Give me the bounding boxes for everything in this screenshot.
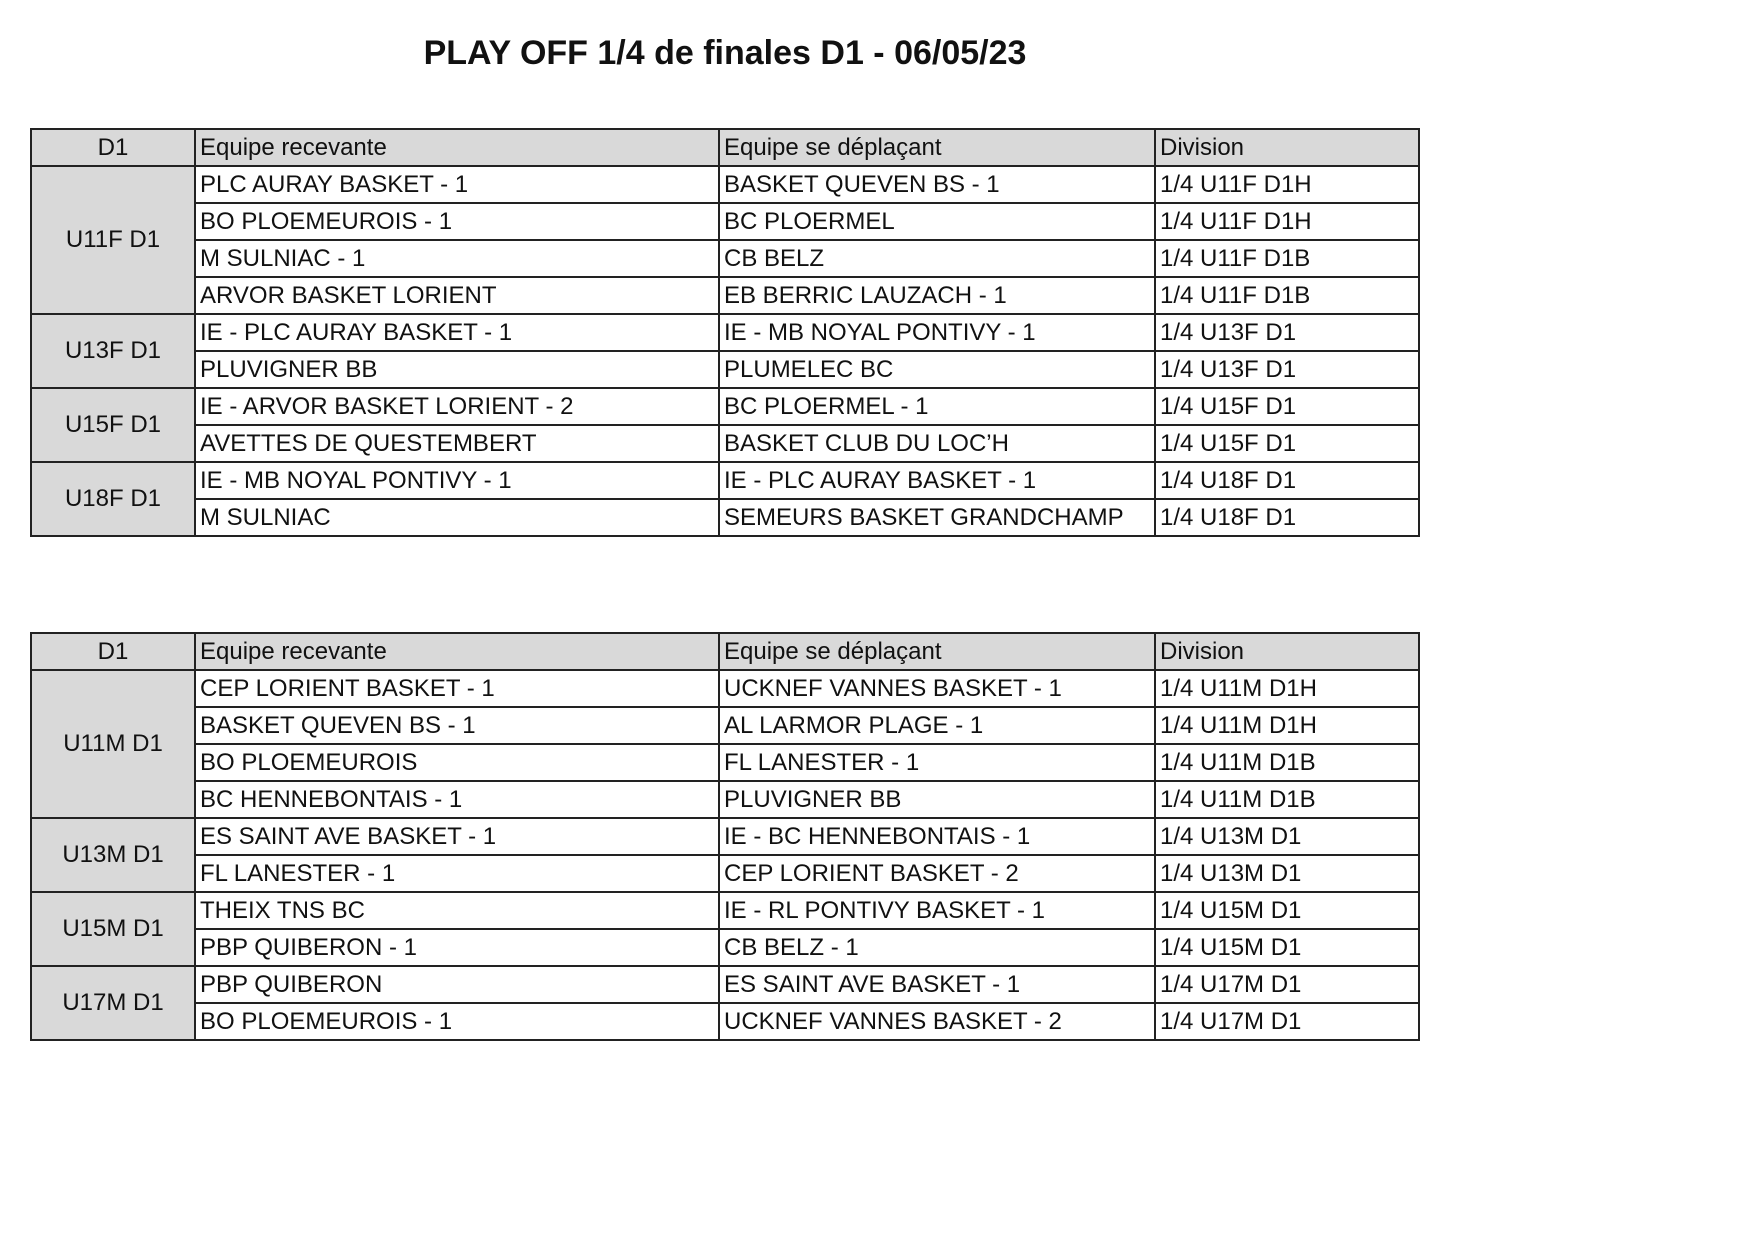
division-header: Division [1155, 633, 1419, 670]
home-team-cell: BASKET QUEVEN BS - 1 [195, 707, 719, 744]
home-team-cell: BO PLOEMEUROIS - 1 [195, 203, 719, 240]
division-cell: 1/4 U13M D1 [1155, 855, 1419, 892]
away-team-cell: AL LARMOR PLAGE - 1 [719, 707, 1155, 744]
table-row [31, 425, 1419, 462]
division-cell: 1/4 U11F D1H [1155, 203, 1419, 240]
home-team-cell: ARVOR BASKET LORIENT [195, 277, 719, 314]
division-cell: 1/4 U11M D1B [1155, 781, 1419, 818]
table-row [31, 166, 1419, 203]
table-row [31, 892, 1419, 929]
schedule-table-boys [30, 632, 1420, 1041]
table-row [31, 351, 1419, 388]
home-team-cell: PBP QUIBERON [195, 966, 719, 1003]
division-cell: 1/4 U13F D1 [1155, 314, 1419, 351]
home-team-cell: ES SAINT AVE BASKET - 1 [195, 818, 719, 855]
home-team-header: Equipe recevante [195, 633, 719, 670]
home-team-cell: PBP QUIBERON - 1 [195, 929, 719, 966]
table-row [31, 240, 1419, 277]
away-team-cell: CB BELZ [719, 240, 1155, 277]
category-cell: U13F D1 [31, 314, 195, 388]
home-team-cell: AVETTES DE QUESTEMBERT [195, 425, 719, 462]
division-cell: 1/4 U18F D1 [1155, 499, 1419, 536]
category-cell: U15F D1 [31, 388, 195, 462]
category-cell: U13M D1 [31, 818, 195, 892]
division-cell: 1/4 U15M D1 [1155, 892, 1419, 929]
category-header: D1 [31, 129, 195, 166]
away-team-cell: BC PLOERMEL - 1 [719, 388, 1155, 425]
away-team-cell: UCKNEF VANNES BASKET - 1 [719, 670, 1155, 707]
away-team-cell: ES SAINT AVE BASKET - 1 [719, 966, 1155, 1003]
away-team-header: Equipe se déplaçant [719, 129, 1155, 166]
home-team-cell: IE - ARVOR BASKET LORIENT - 2 [195, 388, 719, 425]
table-row [31, 462, 1419, 499]
away-team-cell: IE - RL PONTIVY BASKET - 1 [719, 892, 1155, 929]
away-team-cell: BASKET QUEVEN BS - 1 [719, 166, 1155, 203]
table-row [31, 314, 1419, 351]
home-team-cell: PLC AURAY BASKET - 1 [195, 166, 719, 203]
division-cell: 1/4 U17M D1 [1155, 1003, 1419, 1040]
division-cell: 1/4 U13F D1 [1155, 351, 1419, 388]
away-team-cell: EB BERRIC LAUZACH - 1 [719, 277, 1155, 314]
division-cell: 1/4 U13M D1 [1155, 818, 1419, 855]
table-row [31, 203, 1419, 240]
division-cell: 1/4 U17M D1 [1155, 966, 1419, 1003]
division-cell: 1/4 U11F D1H [1155, 166, 1419, 203]
away-team-cell: PLUMELEC BC [719, 351, 1155, 388]
away-team-header: Equipe se déplaçant [719, 633, 1155, 670]
division-cell: 1/4 U11F D1B [1155, 277, 1419, 314]
schedule-table-girls [30, 128, 1420, 537]
away-team-cell: IE - BC HENNEBONTAIS - 1 [719, 818, 1155, 855]
category-cell: U15M D1 [31, 892, 195, 966]
division-cell: 1/4 U15F D1 [1155, 388, 1419, 425]
division-cell: 1/4 U15F D1 [1155, 425, 1419, 462]
away-team-cell: SEMEURS BASKET GRANDCHAMP [719, 499, 1155, 536]
category-cell: U17M D1 [31, 966, 195, 1040]
home-team-cell: BC HENNEBONTAIS - 1 [195, 781, 719, 818]
category-cell: U18F D1 [31, 462, 195, 536]
away-team-cell: BC PLOERMEL [719, 203, 1155, 240]
table-row [31, 781, 1419, 818]
table-row [31, 670, 1419, 707]
header-row [31, 633, 1419, 670]
home-team-header: Equipe recevante [195, 129, 719, 166]
away-team-cell: CEP LORIENT BASKET - 2 [719, 855, 1155, 892]
page-title: PLAY OFF 1/4 de finales D1 - 06/05/23 [423, 34, 1027, 72]
division-cell: 1/4 U11M D1B [1155, 744, 1419, 781]
away-team-cell: PLUVIGNER BB [719, 781, 1155, 818]
home-team-cell: M SULNIAC - 1 [195, 240, 719, 277]
division-cell: 1/4 U11F D1B [1155, 240, 1419, 277]
home-team-cell: CEP LORIENT BASKET - 1 [195, 670, 719, 707]
table-row [31, 499, 1419, 536]
away-team-cell: CB BELZ - 1 [719, 929, 1155, 966]
home-team-cell: FL LANESTER - 1 [195, 855, 719, 892]
home-team-cell: PLUVIGNER BB [195, 351, 719, 388]
division-cell: 1/4 U15M D1 [1155, 929, 1419, 966]
division-cell: 1/4 U18F D1 [1155, 462, 1419, 499]
away-team-cell: IE - MB NOYAL PONTIVY - 1 [719, 314, 1155, 351]
division-cell: 1/4 U11M D1H [1155, 670, 1419, 707]
table-row [31, 855, 1419, 892]
table-row [31, 929, 1419, 966]
table-row [31, 277, 1419, 314]
category-cell: U11F D1 [31, 166, 195, 314]
home-team-cell: IE - MB NOYAL PONTIVY - 1 [195, 462, 719, 499]
table-row [31, 1003, 1419, 1040]
table-row [31, 707, 1419, 744]
away-team-cell: UCKNEF VANNES BASKET - 2 [719, 1003, 1155, 1040]
division-cell: 1/4 U11M D1H [1155, 707, 1419, 744]
home-team-cell: IE - PLC AURAY BASKET - 1 [195, 314, 719, 351]
table-row [31, 966, 1419, 1003]
table-row [31, 388, 1419, 425]
home-team-cell: M SULNIAC [195, 499, 719, 536]
away-team-cell: FL LANESTER - 1 [719, 744, 1155, 781]
away-team-cell: IE - PLC AURAY BASKET - 1 [719, 462, 1155, 499]
home-team-cell: THEIX TNS BC [195, 892, 719, 929]
table-row [31, 744, 1419, 781]
header-row [31, 129, 1419, 166]
home-team-cell: BO PLOEMEUROIS - 1 [195, 1003, 719, 1040]
division-header: Division [1155, 129, 1419, 166]
category-header: D1 [31, 633, 195, 670]
table-row [31, 818, 1419, 855]
home-team-cell: BO PLOEMEUROIS [195, 744, 719, 781]
away-team-cell: BASKET CLUB DU LOC’H [719, 425, 1155, 462]
category-cell: U11M D1 [31, 670, 195, 818]
